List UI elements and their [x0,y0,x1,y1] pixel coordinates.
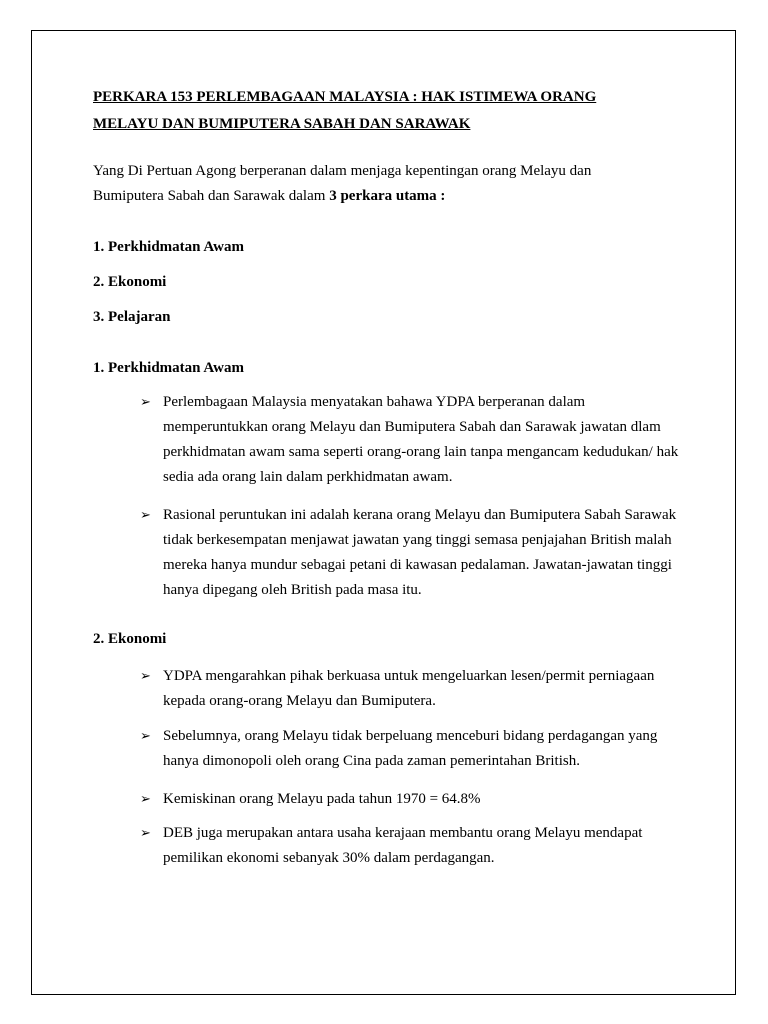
arrow-bullet-icon: ➢ [140,395,151,410]
arrow-bullet-icon: ➢ [140,792,151,807]
section-heading-ekonomi: 2. Ekonomi [93,631,167,647]
bullet-item [140,503,680,603]
document-title: PERKARA 153 PERLEMBAGAAN MALAYSIA : HAK ISTIMEWA ORANG MELAYU DAN BUMIPUTERA SABAH DAN SARAWAK [93,89,597,132]
arrow-bullet-icon: ➢ [140,729,151,744]
bullet-item [140,724,680,774]
intro-bold: 3 perkara utama : [329,188,446,204]
arrow-bullet-icon: ➢ [140,508,151,523]
bullet-item [140,390,680,490]
bullet-item [140,787,680,812]
bullet-text: Rasional peruntukan ini adalah kerana orang Melayu dan Bumiputera Sabah Sarawak tidak berkesempatan menjawat jawatan yang tinggi semasa penjajahan British malah mereka hanya mundur sebagai petani di kawasan pedalaman. Jawatan-jawatan tinggi hanya dipegang oleh British pada masa itu. [163,507,677,598]
list-item-3: 3. Pelajaran [93,309,171,325]
arrow-bullet-icon: ➢ [140,669,151,684]
bullet-text: YDPA mengarahkan pihak berkuasa untuk mengeluarkan lesen/permit perniagaan kepada orang-orang Melayu dan Bumiputera. [163,668,655,709]
bullet-text: Kemiskinan orang Melayu pada tahun 1970 = 64.8% [163,791,481,807]
bullet-item [140,664,680,714]
list-item-1: 1. Perkhidmatan Awam [93,239,244,255]
bullet-text: DEB juga merupakan antara usaha kerajaan membantu orang Melayu mendapat pemilikan ekonomi sebanyak 30% dalam perdagangan. [163,825,643,866]
bullet-text: Sebelumnya, orang Melayu tidak berpeluang menceburi bidang perdagangan yang hanya dimonopoli oleh orang Cina pada zaman pemerintahan British. [163,728,658,769]
arrow-bullet-icon: ➢ [140,826,151,841]
bullet-text: Perlembagaan Malaysia menyatakan bahawa YDPA berperanan dalam memperuntukkan orang Melayu dan Bumiputera Sabah dan Sarawak jawatan dlam perkhidmatan awam sama seperti orang-orang lain tanpa mengancam kedudukan/ hak sedia ada orang lain dalam perkhidmatan awam. [163,394,679,485]
intro-paragraph [93,159,653,209]
intro-text: Yang Di Pertuan Agong berperanan dalam menjaga kepentingan orang Melayu dan Bumiputera Sabah dan Sarawak dalam [93,163,592,204]
bullet-item [140,821,680,871]
section-heading-perkhidmatan: 1. Perkhidmatan Awam [93,360,244,376]
list-item-2: 2. Ekonomi [93,274,167,290]
